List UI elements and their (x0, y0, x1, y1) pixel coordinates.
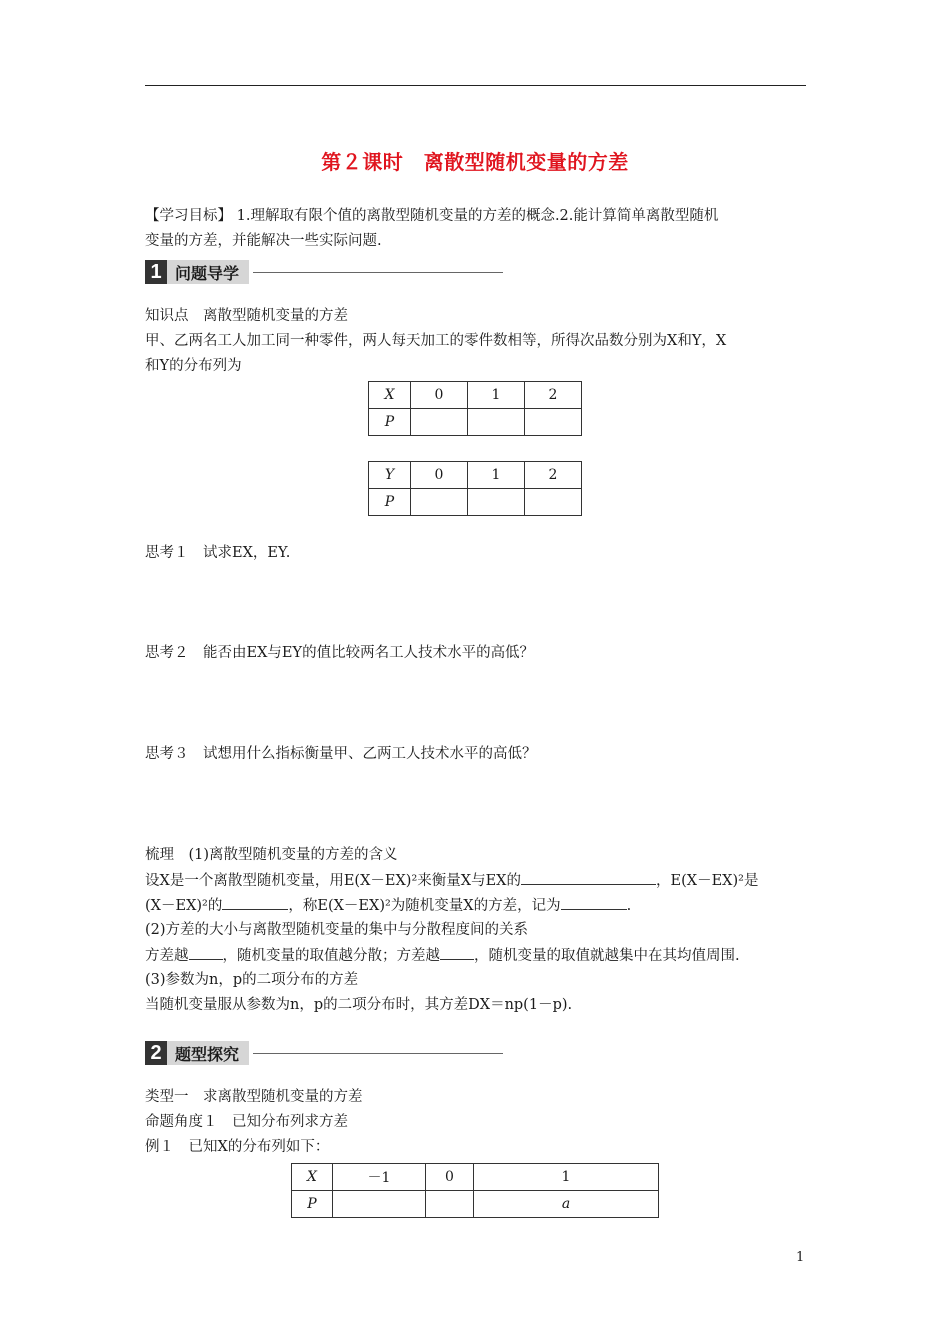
table-cell: 1 (474, 1164, 659, 1191)
summary-text: ，随机变量的取值越分散；方差越 (222, 948, 440, 964)
think-2: 思考２ 能否由EX与EY的值比较两名工人技术水平的高低？ (145, 645, 535, 661)
fill-blank (521, 870, 656, 885)
summary-heading: 梳理 (1)离散型随机变量的方差的含义 (145, 847, 398, 863)
table-cell: 0 (411, 382, 468, 409)
table-cell (525, 409, 582, 436)
section-rule (253, 272, 503, 273)
summary-line-3: (2)方差的大小与离散型随机变量的集中与分散程度间的关系 (145, 922, 529, 938)
fill-blank (222, 895, 288, 910)
page-number: 1 (796, 1250, 805, 1265)
table-cell (426, 1191, 474, 1218)
summary-line-4 (145, 945, 740, 966)
summary-text: ，称E(X－EX)²为随机变量X的方差，记为 (288, 898, 561, 914)
table-row (369, 489, 582, 516)
table-cell: 1 (468, 382, 525, 409)
table-row (369, 382, 582, 409)
section-number: 2 (145, 1041, 167, 1065)
fill-blank (189, 945, 223, 960)
table-row (369, 409, 582, 436)
summary-text: (X－EX)²的 (145, 898, 223, 914)
table-cell: X (292, 1164, 333, 1191)
fill-blank (440, 945, 474, 960)
distribution-table-x (368, 381, 582, 436)
section-label: 题型探究 (167, 1041, 249, 1065)
table-cell (411, 489, 468, 516)
table-cell: P (369, 489, 411, 516)
think-1: 思考１ 试求EX，EY. (145, 545, 291, 561)
summary-text: 设X是一个离散型随机变量，用E(X－EX)²来衡量X与EX的 (145, 873, 521, 889)
summary-text: 方差越 (145, 948, 189, 964)
objective-line-2: 变量的方差，并能解决一些实际问题. (145, 233, 382, 249)
table-cell (468, 409, 525, 436)
summary-text: ，E(X－EX)²是 (656, 873, 759, 889)
section-rule (253, 1053, 503, 1054)
knowledge-intro-2: 和Y的分布列为 (145, 358, 242, 374)
table-cell: P (369, 409, 411, 436)
knowledge-intro-1: 甲、乙两名工人加工同一种零件，两人每天加工的零件数相等，所得次品数分别为X和Y，X (145, 333, 727, 349)
table-cell: 0 (426, 1164, 474, 1191)
summary-line-1 (145, 870, 758, 891)
summary-text: . (626, 898, 632, 914)
table-cell: Y (369, 462, 411, 489)
table-cell (468, 489, 525, 516)
section-header-1 (145, 260, 503, 284)
knowledge-heading: 知识点 离散型随机变量的方差 (145, 308, 348, 324)
table-cell: a (474, 1191, 659, 1218)
table-cell: P (292, 1191, 333, 1218)
example-heading: 例１ 已知X的分布列如下： (145, 1139, 330, 1155)
summary-line-6: 当随机变量服从参数为n，p的二项分布时，其方差DX＝np(1－p). (145, 997, 573, 1013)
section-number: 1 (145, 260, 167, 284)
example-distribution-table (291, 1163, 659, 1218)
table-cell (525, 489, 582, 516)
section-label: 问题导学 (167, 260, 249, 284)
type-heading: 类型一 求离散型随机变量的方差 (145, 1089, 363, 1105)
fill-blank (561, 895, 627, 910)
angle-heading: 命题角度１ 已知分布列求方差 (145, 1114, 348, 1130)
table-cell: 2 (525, 462, 582, 489)
summary-text: ，随机变量的取值就越集中在其均值周围. (474, 948, 740, 964)
table-row (292, 1164, 659, 1191)
section-header-2 (145, 1041, 503, 1065)
objective-text-1: 1.理解取有限个值的离散型随机变量的方差的概念.2.能计算简单离散型随机 (236, 208, 719, 224)
page-title: 第２课时 离散型随机变量的方差 (321, 150, 629, 174)
distribution-table-y (368, 461, 582, 516)
summary-line-2 (145, 895, 631, 916)
table-cell: －1 (333, 1164, 426, 1191)
objective-line-1 (145, 206, 718, 226)
header-rule (145, 85, 806, 86)
table-cell: X (369, 382, 411, 409)
summary-line-5: (3)参数为n，p的二项分布的方差 (145, 972, 359, 988)
table-row (369, 462, 582, 489)
table-cell: 2 (525, 382, 582, 409)
table-cell: 1 (468, 462, 525, 489)
table-cell (333, 1191, 426, 1218)
table-cell (411, 409, 468, 436)
objective-label: 【学习目标】 (145, 208, 232, 224)
table-cell: 0 (411, 462, 468, 489)
table-row (292, 1191, 659, 1218)
think-3: 思考３ 试想用什么指标衡量甲、乙两工人技术水平的高低？ (145, 746, 537, 762)
